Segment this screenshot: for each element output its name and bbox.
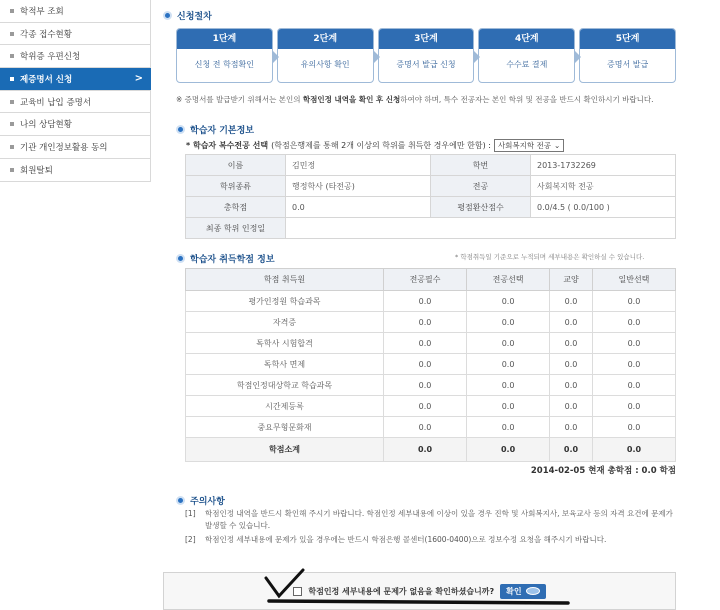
credit-cell: 0.0 [592, 438, 675, 462]
major-select[interactable]: 사회복지학 전공 ⌄ [494, 139, 564, 152]
procedure-section-title [163, 9, 212, 22]
credit-cell: 0.0 [384, 396, 467, 417]
credit-cell: 0.0 [592, 417, 675, 438]
row-source: 시간제등록 [186, 396, 384, 417]
credits-note: * 학점취득일 기준으로 누적되며 세부내용은 확인하실 수 있습니다. [455, 253, 645, 261]
total-credits-line: 2014-02-05 현재 총학점 : 0.0 학점 [530, 466, 676, 476]
table-row [186, 438, 676, 462]
credit-cell: 0.0 [592, 291, 675, 312]
info-label: 평점환산점수 [431, 197, 531, 218]
step-arrow-icon [474, 51, 480, 63]
table-row [186, 396, 676, 417]
chevron-right-icon: > [134, 73, 143, 85]
info-label: 총학점 [186, 197, 286, 218]
bullet-icon [10, 122, 14, 126]
sidebar-item-label: 기관 개인정보활용 동의 [20, 142, 108, 153]
step-label: 신청 전 학점확인 [194, 60, 254, 69]
step-number: 3단계 [379, 29, 474, 49]
column-header: 전공선택 [467, 269, 550, 291]
step-box [176, 28, 273, 83]
step-box [478, 28, 575, 83]
step-number: 1단계 [177, 29, 272, 49]
chevron-down-icon: ⌄ [554, 141, 561, 150]
credit-cell: 0.0 [384, 312, 467, 333]
credit-cell: 0.0 [467, 417, 550, 438]
credits-section-title: 학습자 취득학점 정보 [176, 252, 275, 265]
sidebar-item[interactable] [0, 159, 151, 182]
section-bullet-icon [176, 496, 185, 505]
caution-index: [2] [185, 535, 196, 544]
step-number: 2단계 [278, 29, 373, 49]
caution-list [185, 508, 680, 548]
bullet-icon [10, 32, 14, 36]
bullet-icon [10, 168, 14, 172]
step-label: 증명서 발급 [606, 60, 649, 69]
table-row [186, 354, 676, 375]
confirm-button[interactable]: 확인 [500, 584, 545, 599]
procedure-title: 신청절차 [177, 12, 212, 22]
notice-text: ※ 증명서를 발급받기 위해서는 본인의 학점인정 내역을 확인 후 신청하여야 하며, 특수 전공자는 본인 학위 및 전공을 반드시 확인하시기 바랍니다. [176, 95, 654, 104]
info-label: 전공 [431, 176, 531, 197]
caution-text: 학점인정 내역을 반드시 확인해 주시기 바랍니다. 학점인정 세부내용에 이상이 있을 경우 진학 및 사회복지사, 보육교사 등의 자격 요건에 문제가 발생할 수 있습니다. [205, 509, 673, 530]
table-row [186, 312, 676, 333]
step-label: 유의사항 확인 [300, 60, 350, 69]
credit-cell: 0.0 [592, 312, 675, 333]
sidebar-item[interactable] [0, 0, 151, 23]
bullet-icon [10, 100, 14, 104]
row-source: 독학사 면제 [186, 354, 384, 375]
info-row [186, 155, 676, 176]
sidebar-item[interactable] [0, 45, 151, 68]
major-select-row: * 학습자 복수전공 선택 (학점은행제를 통해 2개 이상의 학위를 취득한 경우에만 한함) : 사회복지학 전공 ⌄ [186, 139, 564, 152]
info-label: 최종 학위 인정일 [186, 218, 286, 239]
column-header: 학점 취득원 [186, 269, 384, 291]
step-box [378, 28, 475, 83]
row-source: 평가인정원 학습과목 [186, 291, 384, 312]
step-arrow-icon [374, 51, 380, 63]
credit-cell: 0.0 [384, 291, 467, 312]
sidebar-item-label: 나의 상담현황 [20, 120, 72, 131]
info-value: 0.0 [286, 197, 431, 218]
credit-cell: 0.0 [550, 291, 593, 312]
section-bullet-icon [176, 125, 185, 134]
credit-cell: 0.0 [550, 312, 593, 333]
credit-cell: 0.0 [592, 333, 675, 354]
sidebar-item[interactable] [0, 136, 151, 159]
info-value: 김민정 [286, 155, 431, 176]
info-value: 사회복지학 전공 [531, 176, 676, 197]
row-source: 학점소계 [186, 438, 384, 462]
column-header: 교양 [550, 269, 593, 291]
info-value: 2013-1732269 [531, 155, 676, 176]
sidebar-item[interactable] [0, 23, 151, 46]
sidebar-item-label: 회원탈퇴 [20, 165, 53, 176]
section-bullet-icon [163, 11, 172, 20]
confirm-question: 학점인정 세부내용에 문제가 없음을 확인하셨습니까? [308, 586, 495, 596]
row-source: 독학사 시험합격 [186, 333, 384, 354]
credit-cell: 0.0 [550, 354, 593, 375]
credit-cell: 0.0 [550, 375, 593, 396]
row-source: 자격증 [186, 312, 384, 333]
caution-item [185, 508, 680, 532]
bullet-icon [10, 54, 14, 58]
step-box [579, 28, 676, 83]
info-row [186, 218, 676, 239]
info-value: 행정학사 (타전공) [286, 176, 431, 197]
step-arrow-icon [273, 51, 279, 63]
credit-cell: 0.0 [384, 417, 467, 438]
credit-cell: 0.0 [592, 375, 675, 396]
credit-cell: 0.0 [467, 375, 550, 396]
row-source: 학점인정대상학교 학습과목 [186, 375, 384, 396]
sidebar-item-label: 교육비 납입 증명서 [20, 97, 92, 108]
credit-cell: 0.0 [467, 291, 550, 312]
credit-cell: 0.0 [384, 354, 467, 375]
credit-cell: 0.0 [384, 438, 467, 462]
credit-cell: 0.0 [550, 417, 593, 438]
sidebar-item[interactable] [0, 113, 151, 136]
credit-cell: 0.0 [467, 396, 550, 417]
credit-cell: 0.0 [550, 396, 593, 417]
handwritten-check-annotation [263, 568, 573, 610]
info-label: 학위종류 [186, 176, 286, 197]
sidebar-item-label: 제증명서 신청 [20, 74, 73, 85]
step-label: 증명서 발급 신청 [396, 60, 456, 69]
sidebar-nav [0, 0, 151, 185]
info-row [186, 176, 676, 197]
bullet-icon [10, 77, 14, 81]
table-row [186, 417, 676, 438]
caution-section-title: 주의사항 [176, 494, 225, 507]
table-row [186, 291, 676, 312]
credit-cell: 0.0 [550, 438, 593, 462]
credit-cell: 0.0 [592, 354, 675, 375]
sidebar-item-label: 학위증 우편신청 [20, 52, 81, 63]
table-row [186, 333, 676, 354]
credit-cell: 0.0 [384, 333, 467, 354]
credits-table [185, 268, 676, 462]
credit-cell: 0.0 [592, 396, 675, 417]
basic-info-table [185, 154, 676, 239]
basic-info-section-title: 학습자 기본정보 [176, 123, 254, 136]
step-indicator [176, 28, 676, 83]
bullet-icon [10, 9, 14, 13]
caution-text: 학점인정 세부내용에 문제가 있을 경우에는 반드시 학점은행 콜센터(1600-0400)으로 정보수정 요청을 해주시기 바랍니다. [205, 535, 607, 544]
info-row [186, 197, 676, 218]
info-label: 학번 [431, 155, 531, 176]
step-arrow-icon [575, 51, 581, 63]
step-number: 5단계 [580, 29, 675, 49]
credit-cell: 0.0 [467, 312, 550, 333]
sidebar-item[interactable] [0, 68, 151, 91]
sidebar-item[interactable] [0, 91, 151, 114]
column-header: 일반선택 [592, 269, 675, 291]
credits-header-row [186, 269, 676, 291]
step-box [277, 28, 374, 83]
caution-index: [1] [185, 509, 196, 518]
sidebar-item-label: 학적부 조회 [20, 6, 64, 17]
step-label: 수수료 결제 [506, 60, 548, 69]
caution-item [185, 534, 680, 546]
step-number: 4단계 [479, 29, 574, 49]
credit-cell: 0.0 [550, 333, 593, 354]
credit-cell: 0.0 [467, 354, 550, 375]
table-row [186, 375, 676, 396]
sidebar-item-label: 각종 접수현황 [20, 29, 72, 40]
section-bullet-icon [176, 254, 185, 263]
row-source: 중요무형문화재 [186, 417, 384, 438]
credit-cell: 0.0 [467, 438, 550, 462]
info-value: 0.0/4.5 ( 0.0/100 ) [531, 197, 676, 218]
credit-cell: 0.0 [384, 375, 467, 396]
column-header: 전공필수 [384, 269, 467, 291]
bullet-icon [10, 145, 14, 149]
info-label: 이름 [186, 155, 286, 176]
info-value [286, 218, 676, 239]
credit-cell: 0.0 [467, 333, 550, 354]
